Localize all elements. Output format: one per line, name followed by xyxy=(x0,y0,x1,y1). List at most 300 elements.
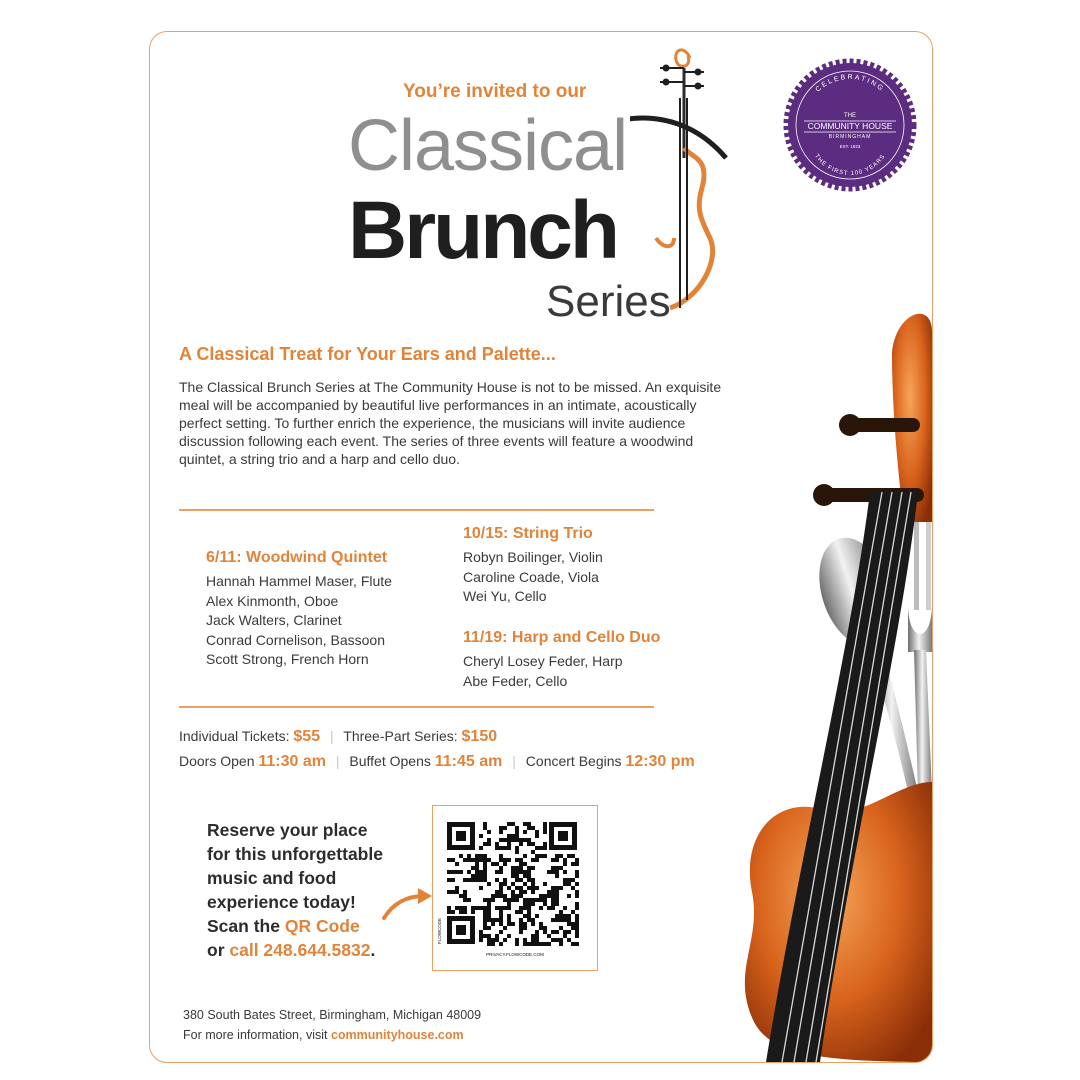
qr-module xyxy=(499,886,503,890)
qr-module xyxy=(487,934,491,938)
qr-module xyxy=(559,886,563,890)
qr-module xyxy=(507,902,511,906)
performer: Robyn Boilinger, Violin xyxy=(463,549,603,565)
qr-module xyxy=(555,890,559,894)
qr-module xyxy=(531,922,535,926)
qr-module xyxy=(451,890,455,894)
qr-code-link[interactable]: QR Code xyxy=(284,916,360,936)
qr-module xyxy=(507,906,511,910)
qr-module xyxy=(463,878,467,882)
qr-module xyxy=(567,922,571,926)
website-link[interactable]: communityhouse.com xyxy=(330,1028,464,1042)
performer: Cheryl Losey Feder, Harp xyxy=(463,653,623,669)
qr-module xyxy=(511,870,515,874)
qr-module xyxy=(499,866,503,870)
qr-module xyxy=(527,870,531,874)
qr-module xyxy=(491,918,495,922)
intro-paragraph: The Classical Brunch Series at The Community House is not to be missed. An exquisite meal will be accompanied by beautiful live performances in an intimate, acoustically perfect setting. To further enrich the experience, the musicians will invite audience discussion following each event. The series of three events will feature a woodwind quintet, a string trio and a harp and cello duo. xyxy=(179,379,722,467)
phone-link[interactable]: call 248.644.5832 xyxy=(229,940,371,960)
qr-module xyxy=(511,890,515,894)
qr-module xyxy=(479,854,483,858)
qr-module xyxy=(483,862,487,866)
qr-module xyxy=(567,918,571,922)
qr-module xyxy=(523,922,527,926)
qr-module xyxy=(531,934,535,938)
qr-module xyxy=(563,914,567,918)
qr-module xyxy=(559,918,563,922)
reserve-line: for this unforgettable xyxy=(207,844,383,864)
qr-module xyxy=(471,906,475,910)
qr-module xyxy=(459,906,463,910)
qr-module xyxy=(511,898,515,902)
qr-module xyxy=(555,930,559,934)
qr-module xyxy=(511,874,515,878)
qr-module xyxy=(487,902,491,906)
qr-module xyxy=(499,910,503,914)
series-price: $150 xyxy=(461,728,498,745)
qr-module xyxy=(551,886,555,890)
qr-code-box[interactable] xyxy=(432,805,598,971)
qr-module xyxy=(499,830,503,834)
qr-module xyxy=(539,942,543,946)
qr-module xyxy=(551,894,555,898)
qr-module xyxy=(519,930,523,934)
qr-module xyxy=(503,938,507,942)
qr-module xyxy=(519,838,523,842)
individual-price: $55 xyxy=(293,728,321,745)
qr-module xyxy=(503,846,507,850)
qr-module xyxy=(523,822,527,826)
qr-module xyxy=(563,862,567,866)
qr-module xyxy=(563,934,567,938)
qr-module xyxy=(479,934,483,938)
qr-module xyxy=(507,898,511,902)
qr-module xyxy=(539,854,543,858)
violin-scroll-icon xyxy=(813,314,932,522)
qr-module xyxy=(543,942,547,946)
qr-module xyxy=(523,906,527,910)
qr-module xyxy=(491,862,495,866)
qr-module xyxy=(571,910,575,914)
qr-module xyxy=(483,914,487,918)
qr-module xyxy=(479,870,483,874)
qr-module xyxy=(455,890,459,894)
qr-module xyxy=(523,830,527,834)
qr-module xyxy=(575,906,579,910)
performer: Alex Kinmonth, Oboe xyxy=(206,592,339,609)
qr-module xyxy=(519,870,523,874)
qr-module xyxy=(571,922,575,926)
qr-module xyxy=(519,858,523,862)
qr-module xyxy=(575,922,579,926)
qr-module xyxy=(543,926,547,930)
qr-module xyxy=(563,870,567,874)
qr-module xyxy=(459,910,463,914)
divider-top xyxy=(179,509,654,511)
qr-module xyxy=(483,898,487,902)
qr-module xyxy=(555,894,559,898)
qr-module xyxy=(531,886,535,890)
qr-module xyxy=(499,930,503,934)
qr-module xyxy=(539,894,543,898)
qr-module xyxy=(495,906,499,910)
qr-module xyxy=(571,926,575,930)
qr-module xyxy=(499,838,503,842)
qr-module xyxy=(543,842,547,846)
qr-module xyxy=(487,858,491,862)
qr-module xyxy=(519,910,523,914)
qr-module xyxy=(535,858,539,862)
qr-module xyxy=(527,902,531,906)
qr-module xyxy=(507,834,511,838)
qr-module xyxy=(451,858,455,862)
qr-module xyxy=(551,890,555,894)
qr-module xyxy=(543,830,547,834)
qr-module xyxy=(567,938,571,942)
qr-module xyxy=(523,838,527,842)
qr-module xyxy=(483,906,487,910)
qr-module xyxy=(527,838,531,842)
qr-module xyxy=(571,854,575,858)
qr-module xyxy=(519,922,523,926)
qr-module xyxy=(547,894,551,898)
qr-module xyxy=(487,830,491,834)
qr-module xyxy=(547,934,551,938)
qr-module xyxy=(447,890,451,894)
qr-module xyxy=(575,874,579,878)
qr-module xyxy=(527,842,531,846)
separator: | xyxy=(329,728,334,744)
qr-module xyxy=(463,910,467,914)
qr-module xyxy=(487,914,491,918)
qr-module xyxy=(503,838,507,842)
performer: Conrad Cornelison, Bassoon xyxy=(206,631,385,648)
qr-module xyxy=(519,906,523,910)
qr-module xyxy=(535,830,539,834)
qr-module xyxy=(523,862,527,866)
performer: Hannah Hammel Maser, Flute xyxy=(206,573,392,589)
call-suffix: . xyxy=(370,940,376,960)
qr-code-icon xyxy=(433,806,597,970)
qr-module xyxy=(479,858,483,862)
qr-module xyxy=(555,858,559,862)
event-woodwind-quintet xyxy=(206,549,466,670)
qr-module xyxy=(511,882,515,886)
seal-the: THE xyxy=(844,113,856,119)
qr-module xyxy=(567,882,571,886)
qr-module xyxy=(519,842,523,846)
qr-module xyxy=(447,858,451,862)
qr-module xyxy=(535,886,539,890)
qr-module xyxy=(463,894,467,898)
qr-module xyxy=(515,850,519,854)
qr-module xyxy=(463,890,467,894)
performer: Jack Walters, Clarinet xyxy=(206,612,342,628)
qr-module xyxy=(479,886,483,890)
qr-module xyxy=(475,906,479,910)
qr-module xyxy=(467,858,471,862)
qr-module xyxy=(467,878,471,882)
qr-module xyxy=(575,894,579,898)
call-prefix: or xyxy=(207,940,225,960)
qr-module xyxy=(575,918,579,922)
qr-module xyxy=(483,878,487,882)
qr-module xyxy=(515,866,519,870)
qr-module xyxy=(515,846,519,850)
qr-module xyxy=(543,930,547,934)
qr-module xyxy=(483,822,487,826)
qr-module xyxy=(491,898,495,902)
qr-module xyxy=(447,878,451,882)
concert-label: Concert Begins xyxy=(525,753,622,769)
qr-module xyxy=(471,878,475,882)
qr-module xyxy=(515,874,519,878)
qr-module xyxy=(555,902,559,906)
performer: Caroline Coade, Viola xyxy=(463,568,599,585)
qr-module xyxy=(531,890,535,894)
separator: | xyxy=(512,753,516,769)
title-brunch: Brunch xyxy=(348,185,617,276)
qr-module xyxy=(507,846,511,850)
title-classical: Classical xyxy=(348,106,628,186)
qr-module xyxy=(503,898,507,902)
qr-module xyxy=(483,926,487,930)
qr-module xyxy=(531,878,535,882)
qr-module xyxy=(539,906,543,910)
qr-module xyxy=(575,882,579,886)
qr-module xyxy=(567,894,571,898)
qr-module xyxy=(479,846,483,850)
qr-module xyxy=(507,838,511,842)
qr-module xyxy=(543,898,547,902)
series-label: Three-Part Series: xyxy=(343,728,458,744)
qr-module xyxy=(475,854,479,858)
qr-module xyxy=(471,874,475,878)
reserve-line: Reserve your place xyxy=(207,820,368,840)
performer: Scott Strong, French Horn xyxy=(206,651,369,667)
seal-name: COMMUNITY HOUSE xyxy=(807,121,893,131)
qr-module xyxy=(499,918,503,922)
qr-module xyxy=(475,858,479,862)
doors-label: Doors Open xyxy=(179,753,255,769)
qr-module xyxy=(471,858,475,862)
qr-bottom-label: PRIVACY.FLOWCODE.COM xyxy=(486,952,544,957)
qr-module xyxy=(535,942,539,946)
qr-module xyxy=(483,934,487,938)
qr-module xyxy=(519,926,523,930)
qr-module xyxy=(547,906,551,910)
qr-module xyxy=(551,918,555,922)
qr-module xyxy=(507,822,511,826)
buffet-label: Buffet Opens xyxy=(349,753,431,769)
qr-module xyxy=(559,854,563,858)
qr-module xyxy=(459,870,463,874)
qr-module xyxy=(531,938,535,942)
qr-module xyxy=(491,894,495,898)
qr-module xyxy=(515,910,519,914)
qr-module xyxy=(519,862,523,866)
qr-module xyxy=(499,914,503,918)
qr-module xyxy=(515,834,519,838)
qr-module xyxy=(499,858,503,862)
qr-module xyxy=(551,902,555,906)
qr-module xyxy=(447,906,451,910)
qr-module xyxy=(507,842,511,846)
qr-module xyxy=(563,882,567,886)
qr-module xyxy=(531,882,535,886)
qr-module xyxy=(515,830,519,834)
qr-module xyxy=(523,854,527,858)
qr-module xyxy=(503,826,507,830)
qr-module xyxy=(575,902,579,906)
divider-bottom xyxy=(179,706,654,708)
flyer-card xyxy=(149,31,933,1063)
event-title: 10/15: String Trio xyxy=(463,525,593,542)
qr-module xyxy=(487,842,491,846)
qr-module xyxy=(575,914,579,918)
qr-module xyxy=(523,942,527,946)
qr-module xyxy=(511,838,515,842)
qr-module xyxy=(487,838,491,842)
qr-module xyxy=(463,906,467,910)
qr-module xyxy=(495,842,499,846)
qr-module xyxy=(535,834,539,838)
qr-module xyxy=(487,910,491,914)
qr-module xyxy=(515,878,519,882)
qr-module xyxy=(455,906,459,910)
qr-module xyxy=(555,874,559,878)
qr-module xyxy=(507,922,511,926)
qr-module xyxy=(447,870,451,874)
qr-module xyxy=(487,898,491,902)
qr-module xyxy=(559,910,563,914)
qr-module xyxy=(495,870,499,874)
qr-module xyxy=(551,938,555,942)
qr-module xyxy=(571,886,575,890)
qr-module xyxy=(495,878,499,882)
qr-module xyxy=(551,898,555,902)
qr-module xyxy=(507,858,511,862)
qr-module xyxy=(531,842,535,846)
qr-module xyxy=(503,858,507,862)
qr-module xyxy=(503,878,507,882)
qr-module xyxy=(459,854,463,858)
qr-module xyxy=(451,870,455,874)
qr-module xyxy=(523,898,527,902)
performer: Abe Feder, Cello xyxy=(463,672,568,689)
qr-module xyxy=(527,886,531,890)
qr-module xyxy=(555,886,559,890)
qr-module xyxy=(531,942,535,946)
qr-side-label: FLOWCODE xyxy=(437,917,442,944)
qr-module xyxy=(483,922,487,926)
qr-module xyxy=(507,934,511,938)
qr-module xyxy=(531,898,535,902)
qr-module xyxy=(515,826,519,830)
qr-module xyxy=(475,870,479,874)
qr-module xyxy=(575,870,579,874)
qr-module xyxy=(551,870,555,874)
qr-module xyxy=(543,846,547,850)
qr-module xyxy=(535,938,539,942)
qr-module xyxy=(499,870,503,874)
address: 380 South Bates Street, Birmingham, Michigan 48009 xyxy=(183,1008,482,1022)
qr-module xyxy=(559,938,563,942)
qr-module xyxy=(479,906,483,910)
violin-cutlery-illustration xyxy=(670,292,932,1062)
qr-module xyxy=(495,862,499,866)
qr-module xyxy=(523,914,527,918)
qr-module xyxy=(563,918,567,922)
qr-module xyxy=(491,942,495,946)
separator: | xyxy=(335,753,340,769)
seal-est: EST. 1923 xyxy=(839,144,861,149)
qr-module xyxy=(539,926,543,930)
qr-module xyxy=(483,874,487,878)
qr-module xyxy=(511,866,515,870)
qr-module xyxy=(507,886,511,890)
qr-module xyxy=(515,898,519,902)
qr-module xyxy=(515,838,519,842)
qr-module xyxy=(495,846,499,850)
qr-module xyxy=(543,902,547,906)
qr-module xyxy=(503,862,507,866)
qr-module xyxy=(503,894,507,898)
qr-module xyxy=(555,938,559,942)
ticket-prices xyxy=(179,728,497,746)
qr-module xyxy=(519,890,523,894)
qr-module xyxy=(547,890,551,894)
qr-module xyxy=(519,894,523,898)
qr-module xyxy=(535,854,539,858)
qr-module xyxy=(527,874,531,878)
qr-module xyxy=(499,942,503,946)
qr-module xyxy=(535,934,539,938)
qr-module xyxy=(563,858,567,862)
individual-label: Individual Tickets: xyxy=(179,728,290,744)
event-title: 6/11: Woodwind Quintet xyxy=(206,549,388,566)
qr-module xyxy=(487,942,491,946)
qr-module xyxy=(527,866,531,870)
qr-module xyxy=(467,898,471,902)
qr-module xyxy=(527,898,531,902)
qr-module xyxy=(495,894,499,898)
scan-prefix: Scan the xyxy=(207,916,280,936)
qr-module xyxy=(551,930,555,934)
qr-module xyxy=(515,938,519,942)
qr-module xyxy=(483,854,487,858)
fork-icon xyxy=(908,516,932,792)
performer: Wei Yu, Cello xyxy=(463,588,547,604)
qr-module xyxy=(575,930,579,934)
qr-module xyxy=(459,894,463,898)
qr-module xyxy=(499,922,503,926)
qr-module xyxy=(575,862,579,866)
qr-module xyxy=(479,878,483,882)
qr-module xyxy=(527,826,531,830)
qr-module xyxy=(523,890,527,894)
info-prefix: For more information, visit xyxy=(183,1028,328,1042)
qr-module xyxy=(559,942,563,946)
qr-module xyxy=(527,822,531,826)
qr-module xyxy=(563,878,567,882)
qr-module xyxy=(515,870,519,874)
qr-module xyxy=(503,882,507,886)
qr-module xyxy=(471,866,475,870)
qr-module xyxy=(551,866,555,870)
qr-module xyxy=(511,834,515,838)
qr-module xyxy=(479,834,483,838)
